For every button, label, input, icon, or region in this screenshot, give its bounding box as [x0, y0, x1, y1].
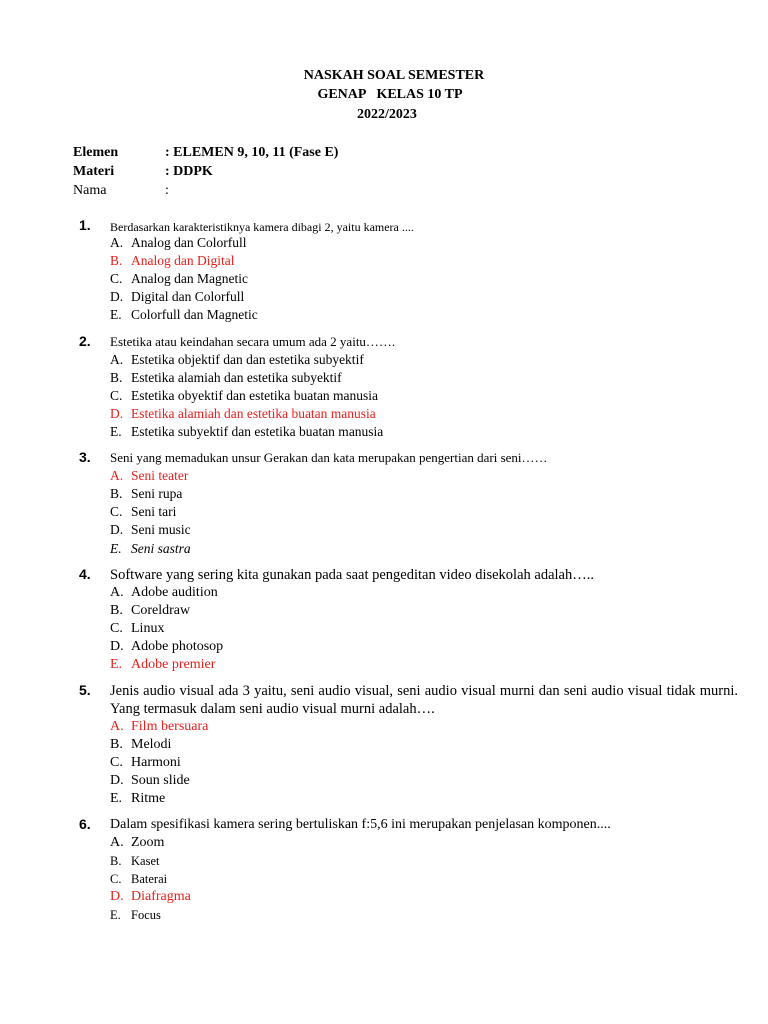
- option-a[interactable]: A. Estetika objektif dan dan estetika subyektif: [110, 352, 364, 367]
- option-d[interactable]: D. Diafragma: [110, 889, 191, 904]
- exam-title: NASKAH SOAL SEMESTER: [303, 68, 485, 83]
- meta-label: Materi: [73, 164, 115, 179]
- option-c[interactable]: C. Harmoni: [110, 755, 181, 770]
- option-a[interactable]: A. Analog dan Colorfull: [110, 235, 247, 250]
- question-number: 4.: [79, 566, 91, 582]
- option-e[interactable]: E. Ritme: [110, 791, 166, 806]
- question-number: 6.: [79, 816, 91, 832]
- question-stem: Dalam spesifikasi kamera sering bertuliskan f:5,6 ini merupakan penjelasan komponen....: [110, 817, 611, 832]
- option-b[interactable]: B. Seni rupa: [110, 486, 183, 501]
- question-number: 3.: [79, 449, 91, 465]
- meta-label: Nama: [73, 183, 107, 198]
- option-d[interactable]: D. Estetika alamiah dan estetika buatan manusia: [110, 406, 376, 421]
- question-stem: Berdasarkan karakteristiknya kamera dibagi 2, yaitu kamera ....: [110, 220, 414, 234]
- meta-label: Elemen: [73, 145, 119, 160]
- question-number: 1.: [79, 217, 91, 233]
- option-e[interactable]: E. Adobe premier: [110, 657, 216, 672]
- question-number: 5.: [79, 682, 91, 698]
- question-stem: Jenis audio visual ada 3 yaitu, seni audio visual, seni audio visual murni dan seni audio visual tidak murni. Yang termasuk dalam seni audio visual murni adalah….: [110, 683, 738, 717]
- semester-label: GENAP: [317, 87, 367, 102]
- option-b[interactable]: B. Coreldraw: [110, 603, 191, 618]
- option-e[interactable]: E. Colorfull dan Magnetic: [110, 307, 258, 322]
- option-e[interactable]: E. Seni sastra: [110, 541, 191, 556]
- meta-value: :: [165, 183, 169, 198]
- option-c[interactable]: C. Baterai: [110, 872, 168, 886]
- question-stem: Estetika atau keindahan secara umum ada 2 yaitu…….: [110, 334, 396, 349]
- option-c[interactable]: C. Estetika obyektif dan estetika buatan manusia: [110, 388, 379, 403]
- exam-subtitle: [0, 86, 768, 104]
- option-b[interactable]: B. Analog dan Digital: [110, 253, 235, 268]
- question-stem: Seni yang memadukan unsur Gerakan dan kata merupakan pengertian dari seni……: [110, 450, 548, 465]
- option-a[interactable]: A. Seni teater: [110, 468, 189, 483]
- meta-value: : DDPK: [165, 164, 213, 179]
- option-c[interactable]: C. Analog dan Magnetic: [110, 271, 248, 286]
- option-a[interactable]: A. Film bersuara: [110, 719, 209, 734]
- class-label: KELAS 10 TP: [376, 87, 463, 102]
- question-stem: Software yang sering kita gunakan pada saat pengeditan video disekolah adalah…..: [110, 567, 594, 583]
- option-d[interactable]: D. Adobe photosop: [110, 639, 224, 654]
- option-d[interactable]: D. Seni music: [110, 522, 191, 537]
- academic-year: 2022/2023: [357, 107, 417, 122]
- option-a[interactable]: A. Adobe audition: [110, 585, 218, 600]
- option-e[interactable]: E. Focus: [110, 908, 161, 922]
- option-b[interactable]: B. Kaset: [110, 854, 160, 868]
- option-e[interactable]: E. Estetika subyektif dan estetika buatan manusia: [110, 424, 384, 439]
- option-c[interactable]: C. Linux: [110, 621, 165, 636]
- option-d[interactable]: D. Digital dan Colorfull: [110, 289, 245, 304]
- option-b[interactable]: B. Estetika alamiah dan estetika subyektif: [110, 370, 342, 385]
- option-d[interactable]: D. Soun slide: [110, 773, 190, 788]
- option-b[interactable]: B. Melodi: [110, 737, 172, 752]
- option-c[interactable]: C. Seni tari: [110, 504, 177, 519]
- question-number: 2.: [79, 333, 91, 349]
- meta-value: : ELEMEN 9, 10, 11 (Fase E): [165, 145, 339, 160]
- option-a[interactable]: A. Zoom: [110, 835, 165, 850]
